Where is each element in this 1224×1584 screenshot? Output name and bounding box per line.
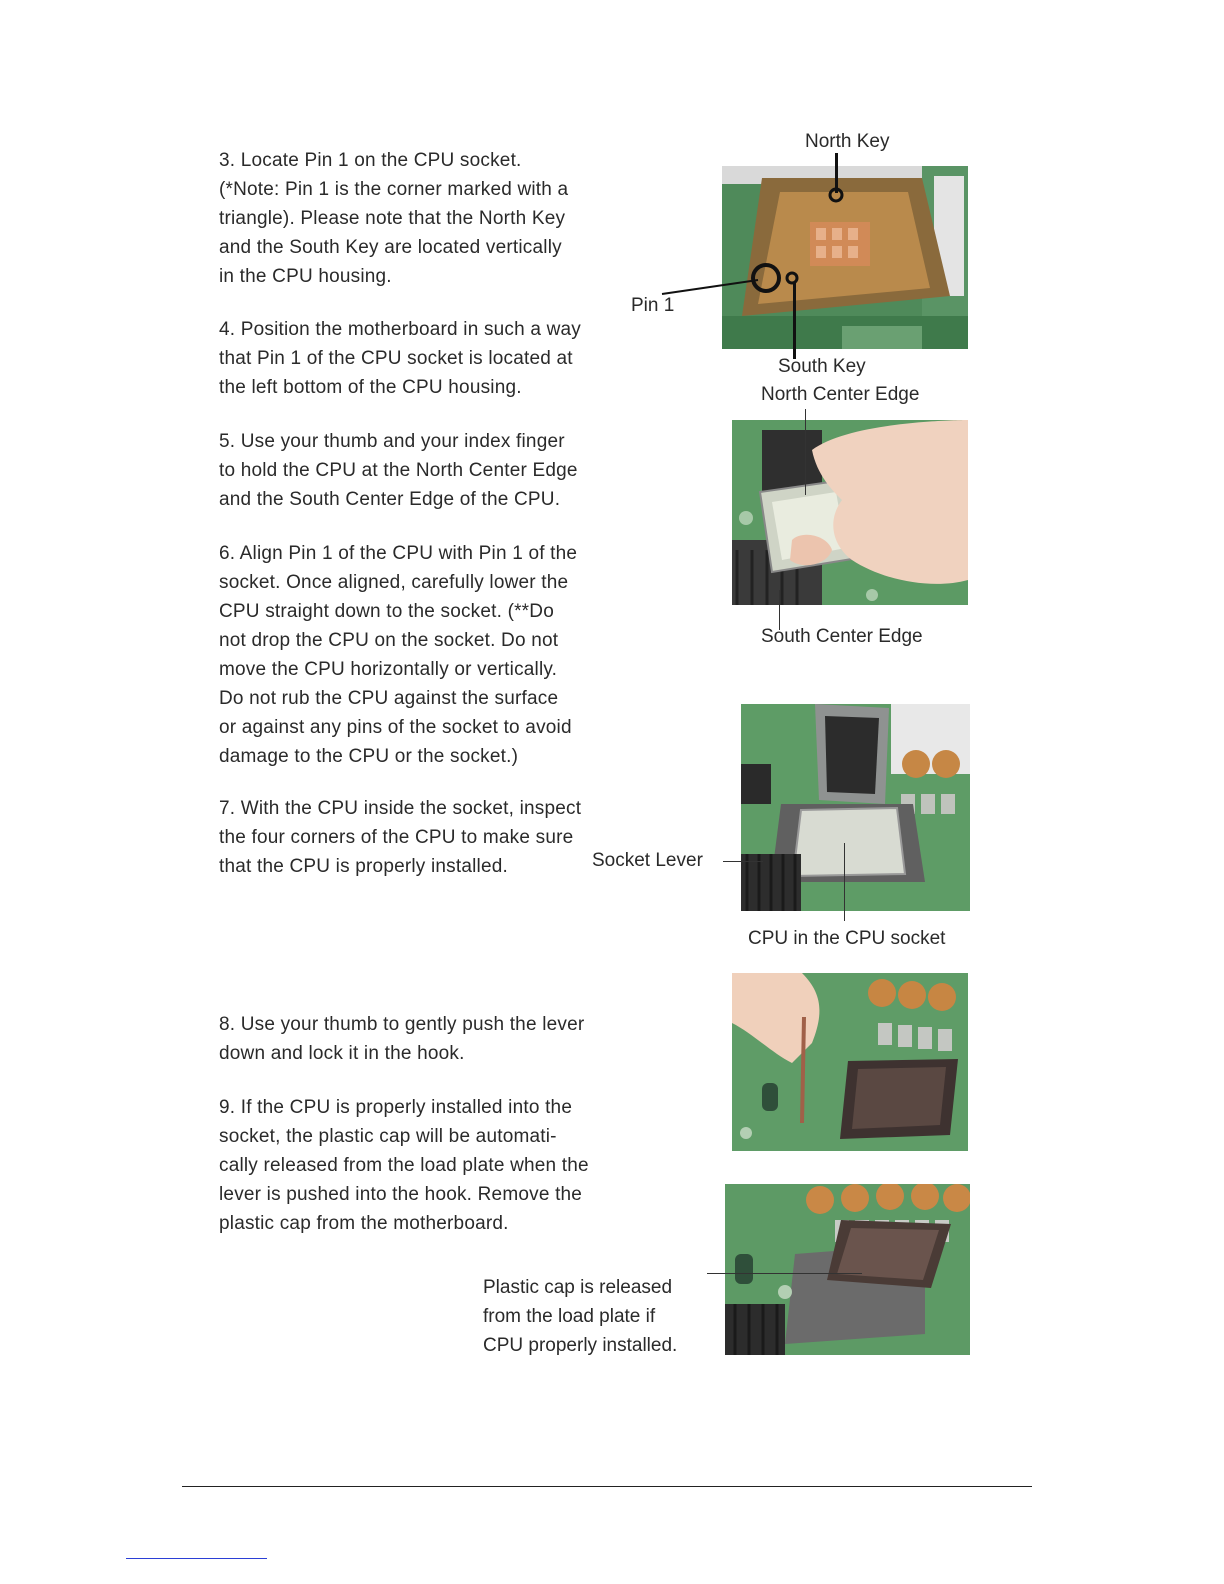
plastic-cap-leader [707,1273,862,1274]
north-key-label: North Key [805,131,890,152]
plastic-cap-photo [725,1184,970,1355]
south-key-leader [793,283,796,359]
step-8-text: 8. Use your thumb to gently push the lever down and lock it in the hook. [219,1014,585,1064]
north-center-edge-leader [805,409,806,495]
north-center-edge-label: North Center Edge [761,384,920,405]
south-center-edge-label: South Center Edge [761,626,923,647]
south-center-edge-leader [779,590,780,630]
step-4-text: 4. Position the motherboard in such a way that Pin 1 of the CPU socket is located at the left bottom of the CPU housing. [219,319,582,398]
cpu-socket-photo [722,166,968,349]
footer-link-underline [126,1558,267,1559]
step-3-text: 3. Locate Pin 1 on the CPU socket. (*Note: Pin 1 is the corner marked with a triangle). Please note that the North Key and the South Key are located vertically in the CPU housing. [219,150,569,287]
step-5-text: 5. Use your thumb and your index finger to hold the CPU at the North Center Edge and the South Center Edge of the CPU. [219,431,578,510]
step-7-text: 7. With the CPU inside the socket, inspect the four corners of the CPU to make sure that the CPU is properly installed. [219,798,582,877]
footer-rule [182,1486,1032,1487]
socket-lever-label: Socket Lever [592,850,703,871]
holding-cpu-photo [732,420,968,605]
north-key-leader [835,153,838,193]
cpu-in-socket-photo [741,704,970,911]
cpu-in-socket-leader [844,843,845,921]
plastic-cap-label: Plastic cap is released from the load plate if CPU properly installed. [483,1277,678,1356]
push-lever-photo [732,973,968,1151]
cpu-in-socket-label: CPU in the CPU socket [748,928,946,949]
pin1-label: Pin 1 [631,295,675,316]
step-9-text: 9. If the CPU is properly installed into the socket, the plastic cap will be automati- cally released from the load plate when the lever is pushed into the hook. Remove the plastic cap from the motherboard. [219,1097,589,1234]
south-key-label: South Key [778,356,866,377]
socket-lever-leader [723,861,763,862]
pin1-leader [660,276,760,298]
step-6-text: 6. Align Pin 1 of the CPU with Pin 1 of the socket. Once aligned, carefully lower the CPU straight down to the socket. (**Do not drop the CPU on the socket. Do not move the CPU horizontally or vertically. Do not rub the CPU against the surface or against any pins of the socket to avoid damage to the CPU or the socket.) [219,543,578,767]
